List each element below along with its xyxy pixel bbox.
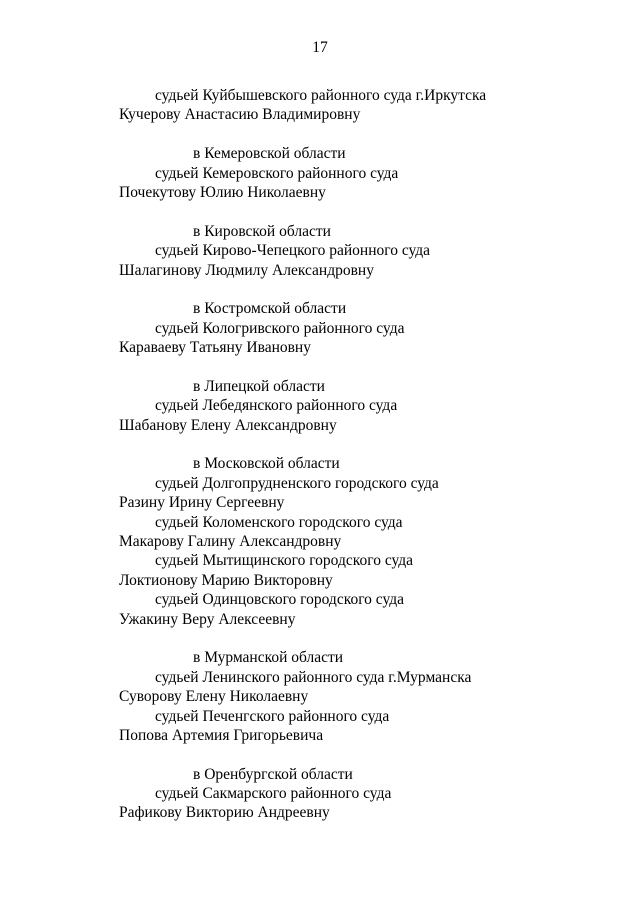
court-line: судьей Куйбышевского районного суда г.Иркутска: [155, 87, 487, 104]
court-line: судьей Коломенского городского суда: [155, 513, 403, 531]
region-block: [0, 222, 640, 280]
court-line: судьей Ленинского районного суда г.Мурманска: [155, 668, 472, 686]
region-heading: в Оренбургской области: [193, 765, 353, 783]
region-block: [0, 765, 640, 823]
court-line: судьей Кологривского районного суда: [155, 319, 405, 337]
person-name: Ужакину Веру Алексеевну: [119, 610, 296, 628]
court-line: судьей Одинцовского городского суда: [155, 591, 405, 609]
person-name: Разину Ирину Сергеевну: [119, 494, 285, 512]
person-name: Почекутову Юлию Николаевну: [119, 183, 326, 201]
person-name: Макарову Галину Александровну: [119, 532, 342, 550]
page-number: 17: [312, 39, 328, 56]
region-heading: в Липецкой области: [193, 377, 325, 395]
appointments-list: [0, 86, 640, 823]
region-heading: в Кировской области: [193, 222, 331, 240]
court-line: судьей Кемеровского районного суда: [155, 164, 399, 182]
person-name: Шабанову Елену Александровну: [119, 416, 337, 434]
court-line: судьей Лебедянского районного суда: [155, 397, 398, 415]
region-block: [0, 454, 640, 629]
region-heading: в Мурманской области: [193, 649, 344, 667]
court-line: судьей Печенгского районного суда: [155, 707, 390, 725]
court-line: судьей Мытищинского городского суда: [155, 552, 414, 570]
person-name: Локтионову Марию Викторовну: [119, 571, 333, 589]
person-name: Попова Артемия Григорьевича: [119, 726, 324, 744]
court-line: судьей Сакмарского районного суда: [155, 785, 392, 803]
region-block: [0, 86, 640, 125]
person-name: Суворову Елену Николаевну: [119, 688, 309, 706]
region-block: [0, 648, 640, 745]
court-line: судьей Долгопрудненского городского суда: [155, 474, 439, 492]
region-heading: в Кемеровской области: [193, 145, 346, 163]
person-name: Шалагинову Людмилу Александровну: [119, 261, 374, 279]
region-heading: в Костромской области: [193, 300, 347, 318]
region-block: [0, 377, 640, 435]
person-name: Кучерову Анастасию Владимировну: [119, 106, 361, 124]
region-block: [0, 299, 640, 357]
person-name: Рафикову Викторию Андреевну: [119, 804, 330, 822]
region-heading: в Московской области: [193, 455, 340, 473]
person-name: Караваеву Татьяну Ивановну: [119, 339, 311, 357]
court-line: судьей Кирово-Чепецкого районного суда: [155, 242, 431, 260]
region-block: [0, 144, 640, 202]
